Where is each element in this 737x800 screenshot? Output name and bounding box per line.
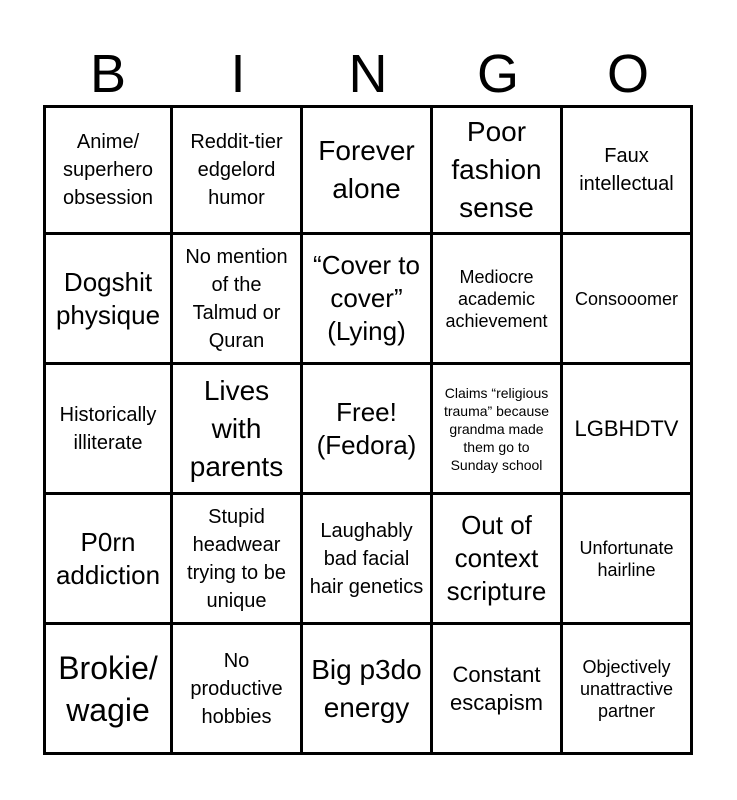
bingo-grid xyxy=(43,105,693,755)
bingo-cell[interactable] xyxy=(43,365,173,495)
cell-text: Big p3do energy xyxy=(311,653,422,723)
bingo-cell[interactable] xyxy=(43,235,173,365)
bingo-cell[interactable] xyxy=(303,365,433,495)
bingo-cell[interactable] xyxy=(43,105,173,235)
header-letter-o: O xyxy=(606,44,649,104)
bingo-cell[interactable] xyxy=(303,235,433,365)
cell-text: Faux intellectual xyxy=(579,145,674,195)
header-letter-b: B xyxy=(89,44,127,104)
cell-text: LGBHDTV xyxy=(574,415,679,441)
bingo-cell[interactable] xyxy=(563,625,693,755)
cell-text: Constant escapism xyxy=(450,661,543,715)
bingo-cell[interactable] xyxy=(303,495,433,625)
cell-text: Poor fashion sense xyxy=(451,116,542,223)
bingo-cell[interactable] xyxy=(563,235,693,365)
cell-text: Dogshit physique xyxy=(55,266,161,330)
bingo-cell[interactable] xyxy=(173,625,303,755)
header-letter-g: G xyxy=(476,44,519,104)
bingo-cell[interactable] xyxy=(433,105,563,235)
bingo-cell[interactable] xyxy=(433,235,563,365)
bingo-cell[interactable] xyxy=(303,105,433,235)
bingo-cell[interactable] xyxy=(563,365,693,495)
bingo-cell[interactable] xyxy=(303,625,433,755)
bingo-cell[interactable] xyxy=(173,105,303,235)
header-letter-n: N xyxy=(348,44,388,104)
bingo-cell[interactable] xyxy=(563,105,693,235)
cell-text: Out of context scripture xyxy=(446,510,547,606)
cell-text: No productive hobbies xyxy=(190,649,283,728)
bingo-cell[interactable] xyxy=(43,495,173,625)
cell-text: Claims “religious trauma” because grandma made them go to Sunday school xyxy=(443,384,550,473)
bingo-cell[interactable] xyxy=(433,625,563,755)
cell-text: Stupid headwear trying to be unique xyxy=(187,505,286,612)
cell-text: Objectively unattractive partner xyxy=(579,656,674,721)
cell-text: Historically illiterate xyxy=(59,403,157,454)
cell-text: Unfortunate hairline xyxy=(579,537,674,580)
bingo-cell[interactable] xyxy=(173,365,303,495)
bingo-cell[interactable] xyxy=(43,625,173,755)
bingo-cell[interactable] xyxy=(433,365,563,495)
bingo-cell[interactable] xyxy=(173,495,303,625)
cell-text: Free! (Fedora) xyxy=(316,396,417,460)
bingo-cell[interactable] xyxy=(173,235,303,365)
cell-text: Forever alone xyxy=(318,135,415,204)
cell-text: Reddit-tier edgelord humor xyxy=(190,131,283,209)
cell-text: No mention of the Talmud or Quran xyxy=(185,245,288,352)
bingo-header xyxy=(43,44,693,104)
bingo-cell[interactable] xyxy=(433,495,563,625)
cell-text: Brokie/ wagie xyxy=(58,649,158,728)
cell-text: Mediocre academic achievement xyxy=(445,266,548,331)
cell-text: P0rn addiction xyxy=(55,526,161,590)
bingo-cell[interactable] xyxy=(563,495,693,625)
cell-text: Laughably bad facial hair genetics xyxy=(309,519,424,598)
cell-text: Anime/ superhero obsession xyxy=(62,131,154,209)
header-letter-i: I xyxy=(230,44,246,104)
cell-text: “Cover to cover” (Lying) xyxy=(313,250,420,346)
cell-text: Consooomer xyxy=(574,288,679,309)
cell-text: Lives with parents xyxy=(189,374,284,482)
